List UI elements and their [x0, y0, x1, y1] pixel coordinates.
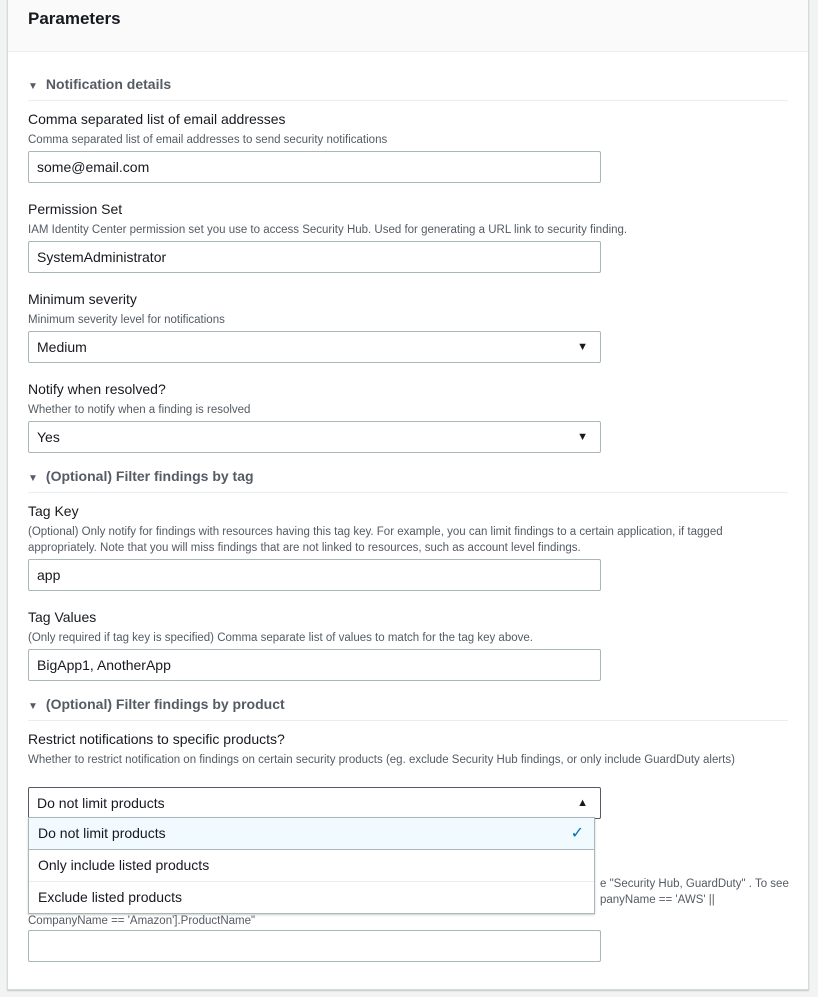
- notify-resolved-description: Whether to notify when a finding is resolved: [28, 404, 251, 416]
- select-value: Yes: [37, 429, 60, 445]
- option-label: Exclude listed products: [38, 889, 182, 905]
- restrict-products-dropdown: [28, 817, 595, 914]
- divider: [28, 492, 788, 493]
- restrict-products-label: Restrict notifications to specific products?: [28, 731, 285, 747]
- emails-label: Comma separated list of email addresses: [28, 111, 286, 127]
- option-exclude[interactable]: [29, 882, 594, 913]
- parameters-panel: [7, 0, 809, 990]
- select-value: Do not limit products: [37, 795, 165, 811]
- option-do-not-limit[interactable]: [28, 817, 595, 850]
- tag-values-label: Tag Values: [28, 609, 97, 625]
- section-title: Notification details: [45, 76, 172, 92]
- section-filter-by-tag[interactable]: [28, 468, 254, 484]
- products-description-fragment: panyName == 'AWS' ||: [600, 894, 715, 906]
- notify-resolved-select[interactable]: [28, 421, 601, 453]
- section-title: (Optional) Filter findings by tag: [45, 468, 254, 484]
- tag-values-description: (Only required if tag key is specified) Comma separate list of values to match for the tag key above.: [28, 632, 533, 644]
- min-severity-description: Minimum severity level for notifications: [28, 314, 225, 326]
- divider: [28, 720, 788, 721]
- products-description-fragment: e "Security Hub, GuardDuty" . To see: [600, 878, 789, 890]
- min-severity-label: Minimum severity: [28, 291, 137, 307]
- permission-set-description: IAM Identity Center permission set you use to access Security Hub. Used for generating a URL link to security finding.: [28, 224, 628, 236]
- notify-resolved-label: Notify when resolved?: [28, 381, 166, 397]
- products-description-fragment: CompanyName == 'Amazon'].ProductName": [28, 915, 256, 927]
- tag-values-input[interactable]: BigApp1, AnotherApp: [28, 649, 601, 681]
- section-notification-details[interactable]: [28, 76, 171, 92]
- tag-key-label: Tag Key: [28, 503, 79, 519]
- emails-description: Comma separated list of email addresses to send security notifications: [28, 134, 388, 146]
- products-input[interactable]: [28, 930, 601, 962]
- divider: [28, 100, 788, 101]
- panel-header: [8, 0, 808, 52]
- permission-set-label: Permission Set: [28, 201, 123, 217]
- restrict-products-description: Whether to restrict notification on findings on certain security products (eg. exclude Security Hub findings, or only include GuardDuty alerts): [28, 754, 735, 766]
- restrict-products-select[interactable]: [28, 787, 601, 819]
- option-only-include[interactable]: [29, 850, 594, 882]
- option-label: Do not limit products: [38, 825, 166, 841]
- caret-down-icon: ▼: [577, 431, 588, 443]
- caret-down-icon: ▼: [28, 473, 38, 484]
- check-icon: ✓: [570, 825, 584, 842]
- min-severity-select[interactable]: [28, 331, 601, 363]
- caret-down-icon: ▼: [577, 341, 588, 353]
- tag-key-input[interactable]: app: [28, 559, 601, 591]
- section-filter-by-product[interactable]: [28, 696, 285, 712]
- caret-up-icon: ▲: [577, 797, 588, 809]
- option-label: Only include listed products: [38, 857, 210, 873]
- caret-down-icon: ▼: [28, 81, 38, 92]
- tag-key-description: (Optional) Only notify for findings with resources having this tag key. For example, you can limit findings to a certain application, if tagged appropriately. Note that you will miss findings that are not linked to resources, such as account level findings.: [28, 526, 723, 554]
- section-title: (Optional) Filter findings by product: [45, 696, 285, 712]
- select-value: Medium: [37, 339, 87, 355]
- caret-down-icon: ▼: [28, 701, 38, 712]
- emails-input[interactable]: some@email.com: [28, 151, 601, 183]
- permission-set-input[interactable]: SystemAdministrator: [28, 241, 601, 273]
- panel-title: Parameters: [28, 9, 121, 28]
